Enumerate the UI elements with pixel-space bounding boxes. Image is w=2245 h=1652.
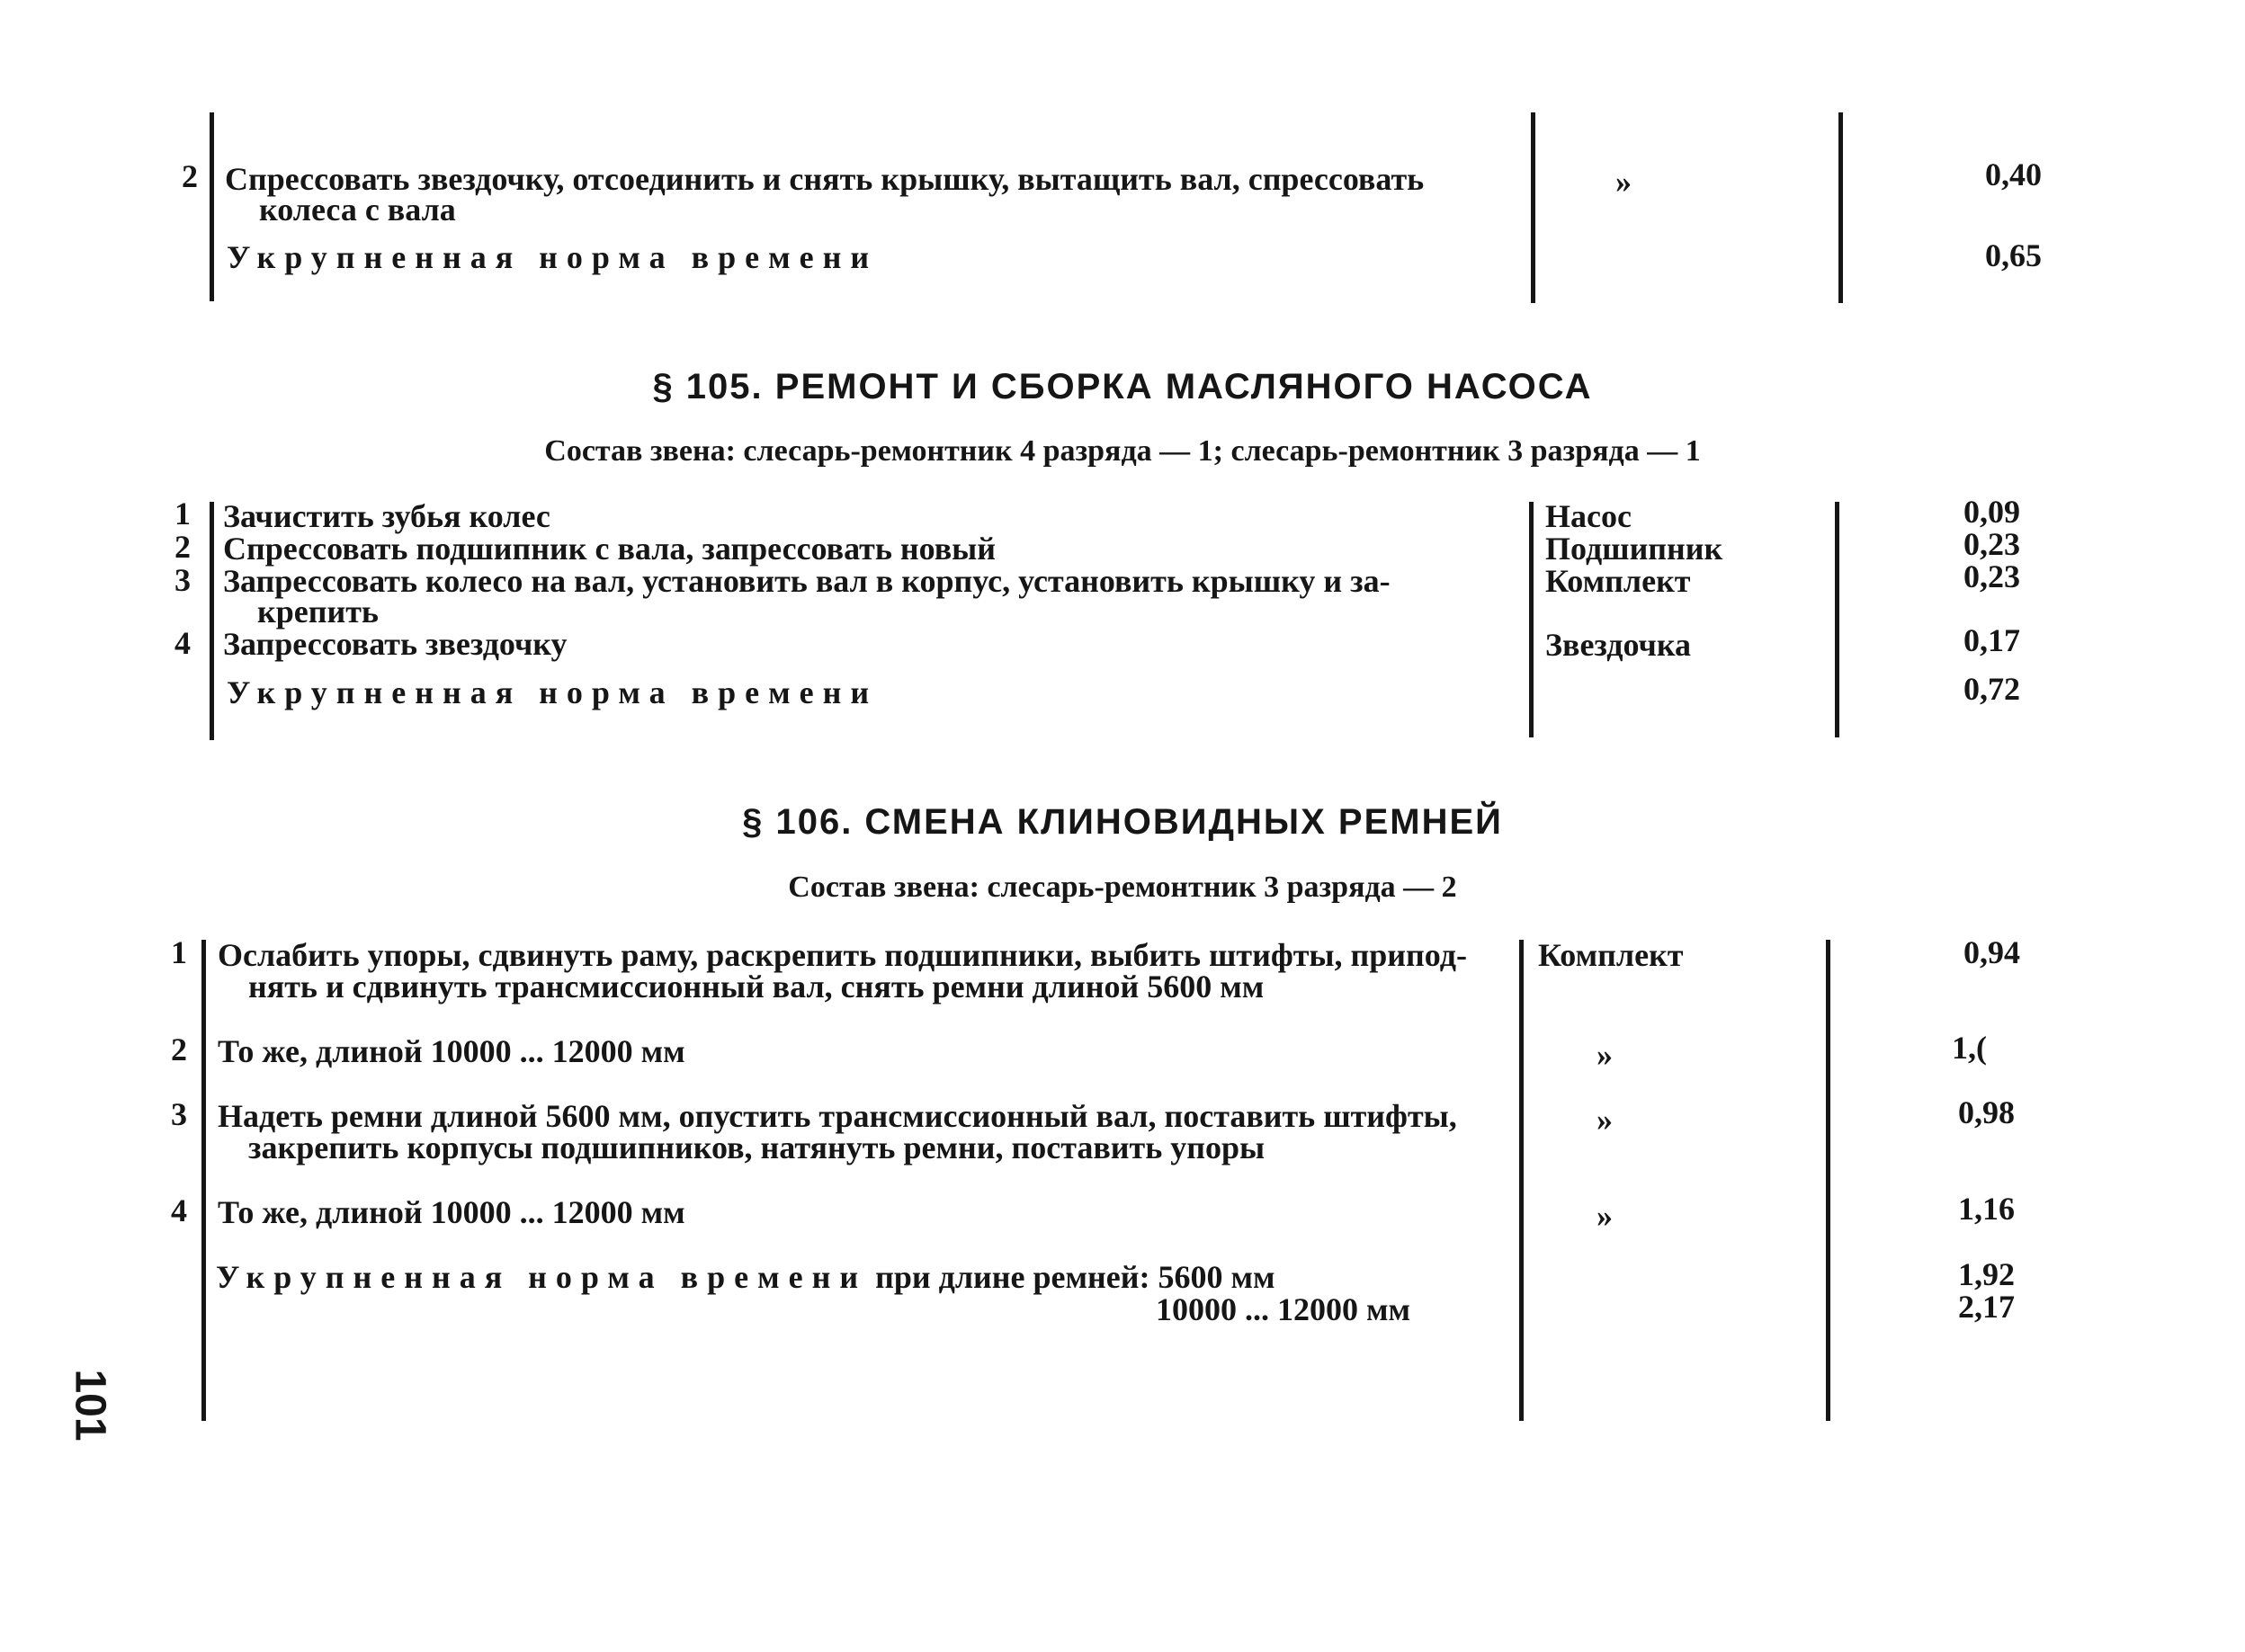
row-unit: Звездочка bbox=[1545, 627, 1692, 663]
row-text: крепить bbox=[257, 594, 379, 630]
row-number: 2 bbox=[174, 529, 191, 565]
row-number: 2 bbox=[182, 158, 198, 194]
row-value: 0,94 bbox=[1963, 934, 2020, 970]
row-text: Запрессовать колесо на вал, установить вал в корпус, установить крышку и за- bbox=[223, 563, 1391, 599]
table-rule bbox=[1835, 502, 1839, 737]
row-text: Спрессовать звездочку, отсоединить и снять крышку, вытащить вал, спрессовать bbox=[225, 161, 1425, 197]
row-value: 0,98 bbox=[1958, 1094, 2015, 1130]
row-value: 1,( bbox=[1952, 1030, 1987, 1066]
total-value: 2,17 bbox=[1958, 1289, 2015, 1325]
row-text: Ослабить упоры, сдвинуть раму, раскрепить подшипники, выбить штифты, припод- bbox=[218, 937, 1467, 973]
total-value: 0,72 bbox=[1963, 671, 2020, 707]
row-text: закрепить корпусы подшипников, натянуть ремни, поставить упоры bbox=[248, 1130, 1266, 1165]
table-rule bbox=[1519, 940, 1524, 1421]
row-value: 0,17 bbox=[1963, 622, 2020, 658]
total-value: 1,92 bbox=[1958, 1256, 2015, 1292]
row-value: 0,09 bbox=[1963, 494, 2020, 530]
section-title: § 105. РЕМОНТ И СБОРКА МАСЛЯНОГО НАСОСА bbox=[652, 367, 1593, 406]
table-rule bbox=[201, 940, 206, 1421]
row-text: колеса с вала bbox=[259, 192, 456, 228]
section-title: § 106. СМЕНА КЛИНОВИДНЫХ РЕМНЕЙ bbox=[742, 802, 1503, 842]
row-unit: Комплект bbox=[1538, 937, 1684, 973]
row-number: 2 bbox=[171, 1031, 187, 1067]
total-label: Укрупненная норма времени bbox=[227, 239, 879, 275]
table-rule bbox=[1838, 112, 1843, 303]
row-unit: Комплект bbox=[1545, 563, 1691, 599]
row-unit: » bbox=[1597, 1198, 1613, 1234]
total-label: Укрупненная норма времени bbox=[227, 674, 879, 710]
row-value: 0,40 bbox=[1985, 156, 2042, 192]
total-value: 0,65 bbox=[1985, 237, 2042, 273]
table-rule bbox=[210, 502, 214, 740]
row-text: То же, длиной 10000 ... 12000 мм bbox=[218, 1033, 685, 1069]
page-number: 101 bbox=[66, 1369, 114, 1442]
row-unit: » bbox=[1597, 1102, 1613, 1138]
row-unit: » bbox=[1615, 164, 1632, 200]
table-rule bbox=[1529, 502, 1534, 737]
row-unit: » bbox=[1597, 1037, 1613, 1073]
crew-composition: Состав звена: слесарь-ремонтник 3 разряда — 2 bbox=[788, 871, 1457, 904]
row-unit: Насос bbox=[1545, 498, 1632, 534]
row-text: Зачистить зубья колес bbox=[223, 498, 550, 534]
row-value: 0,23 bbox=[1963, 526, 2020, 562]
total-label: Укрупненная норма времени bbox=[216, 1259, 868, 1295]
row-number: 3 bbox=[171, 1096, 187, 1132]
crew-composition: Состав звена: слесарь-ремонтник 4 разряда — 1; слесарь-ремонтник 3 разряда — 1 bbox=[544, 434, 1701, 468]
table-rule bbox=[1531, 112, 1535, 303]
row-value: 0,23 bbox=[1963, 558, 2020, 594]
total-line-2: 10000 ... 12000 мм bbox=[1156, 1291, 1411, 1327]
row-number: 4 bbox=[171, 1192, 187, 1228]
row-number: 1 bbox=[174, 496, 191, 531]
table-rule bbox=[210, 112, 214, 301]
row-value: 1,16 bbox=[1958, 1191, 2015, 1227]
row-number: 4 bbox=[174, 625, 191, 661]
row-text: нять и сдвинуть трансмиссионный вал, снять ремни длиной 5600 мм bbox=[248, 969, 1265, 1005]
row-number: 1 bbox=[171, 934, 187, 970]
row-number: 3 bbox=[174, 562, 191, 598]
row-text: То же, длиной 10000 ... 12000 мм bbox=[218, 1194, 685, 1230]
row-text: Спрессовать подшипник с вала, запрессовать новый bbox=[223, 531, 997, 567]
row-unit: Подшипник bbox=[1545, 531, 1723, 567]
total-line bbox=[216, 1260, 1275, 1294]
row-text: Надеть ремни длиной 5600 мм, опустить трансмиссионный вал, поставить штифты, bbox=[218, 1098, 1457, 1134]
total-suffix: при длине ремней: 5600 мм bbox=[875, 1259, 1275, 1295]
row-text: Запрессовать звездочку bbox=[223, 626, 568, 662]
table-rule bbox=[1826, 940, 1830, 1421]
